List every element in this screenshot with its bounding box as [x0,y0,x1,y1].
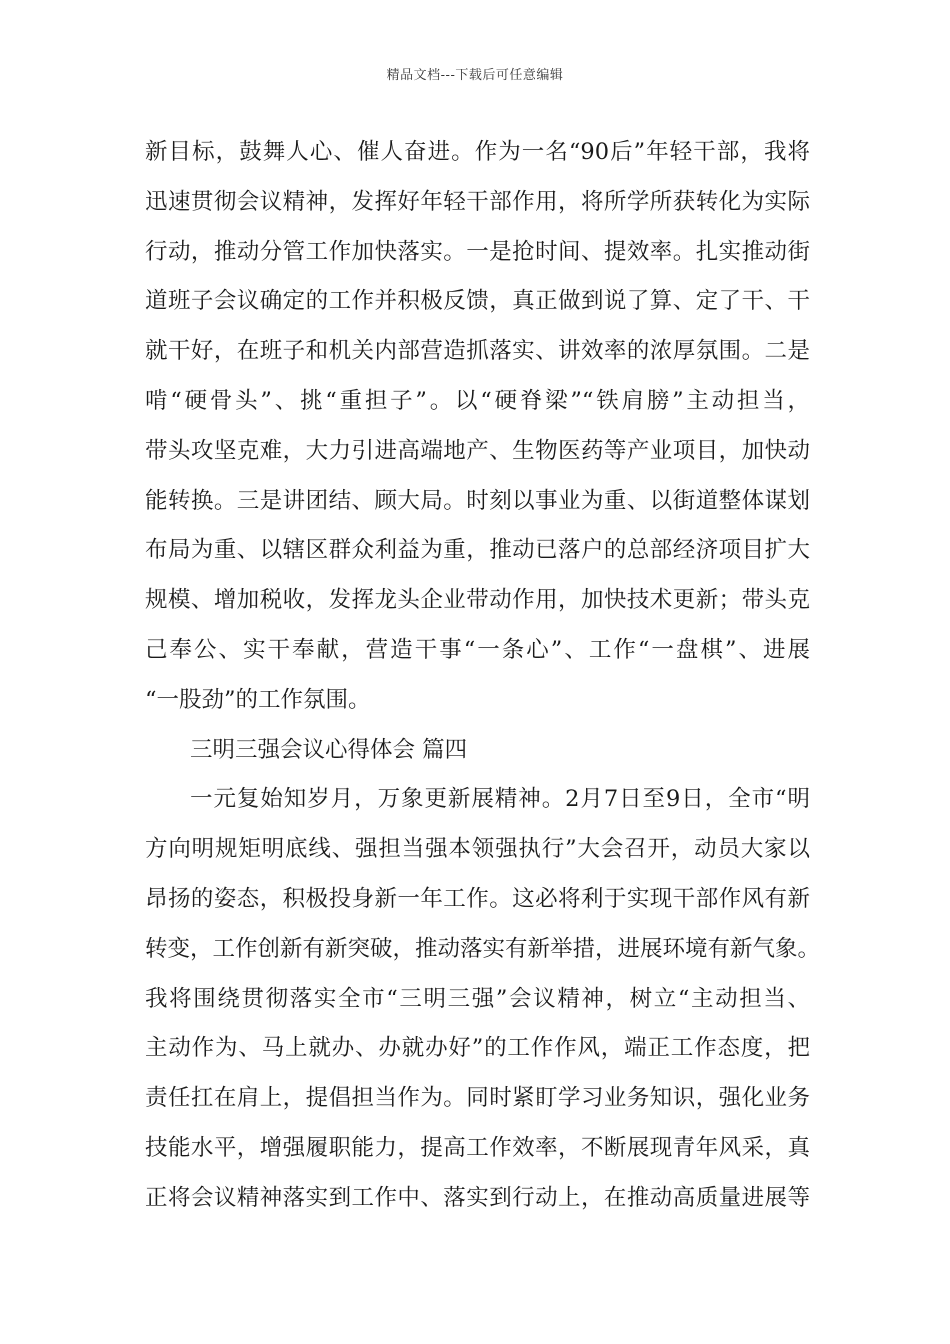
text-line: 就干好，在班子和机关内部营造抓落实、讲效率的浓厚氛围。二是 [145,338,810,365]
text-line: 正将会议精神落实到工作中、落实到行动上，在推动高质量进展等 [145,1184,810,1211]
text-line: 新目标，鼓舞人心、催人奋进。作为一名“90后”年轻干部，我将 [145,139,810,165]
text-line: 责任扛在肩上，提倡担当作为。同时紧盯学习业务知识，强化业务 [145,1085,810,1112]
section-heading: 三明三强会议心得体会 篇四 [190,736,468,763]
text-line: 行动，推动分管工作加快落实。一是抢时间、提效率。扎实推动街 [145,238,810,265]
text-line: 转变，工作创新有新突破，推动落实有新举措，进展环境有新气象。 [145,935,821,962]
text-line: 规模、增加税收，发挥龙头企业带动作用，加快技术更新；带头克 [145,587,810,614]
text-line: “一股劲”的工作氛围。 [145,686,371,713]
page-header: 精品文档---下载后可任意编辑 [386,68,564,83]
text-line: 一元复始知岁月，万象更新展精神。2月7日至9日，全市“明 [190,786,810,813]
text-line: 布局为重、以辖区群众利益为重，推动已落户的总部经济项目扩大 [145,537,810,564]
text-line: 我将围绕贯彻落实全市“三明三强”会议精神，树立“主动担当、 [145,985,810,1012]
text-line: 昂扬的姿态，积极投身新一年工作。这必将利于实现干部作风有新 [145,885,810,912]
text-line: 主动作为、马上就办、办就办好”的工作作风，端正工作态度，把 [145,1035,810,1062]
text-line: 方向明规矩明底线、强担当强本领强执行”大会召开，动员大家以 [145,836,810,863]
text-line: 道班子会议确定的工作并积极反馈，真正做到说了算、定了干、干 [145,288,810,315]
text-line: 能转换。三是讲团结、顾大局。时刻以事业为重、以街道整体谋划 [145,487,810,514]
text-line: 迅速贯彻会议精神，发挥好年轻干部作用，将所学所获转化为实际 [145,188,810,215]
text-line: 啃“硬骨头”、挑“重担子”。以“硬脊梁”“铁肩膀”主动担当， [145,387,810,414]
document-body [145,128,821,1224]
text-line: 己奉公、实干奉献，营造干事“一条心”、工作“一盘棋”、进展 [145,636,810,663]
text-line: 技能水平，增强履职能力，提高工作效率，不断展现青年风采，真 [145,1134,810,1161]
text-line: 带头攻坚克难，大力引进高端地产、生物医药等产业项目，加快动 [145,437,810,464]
